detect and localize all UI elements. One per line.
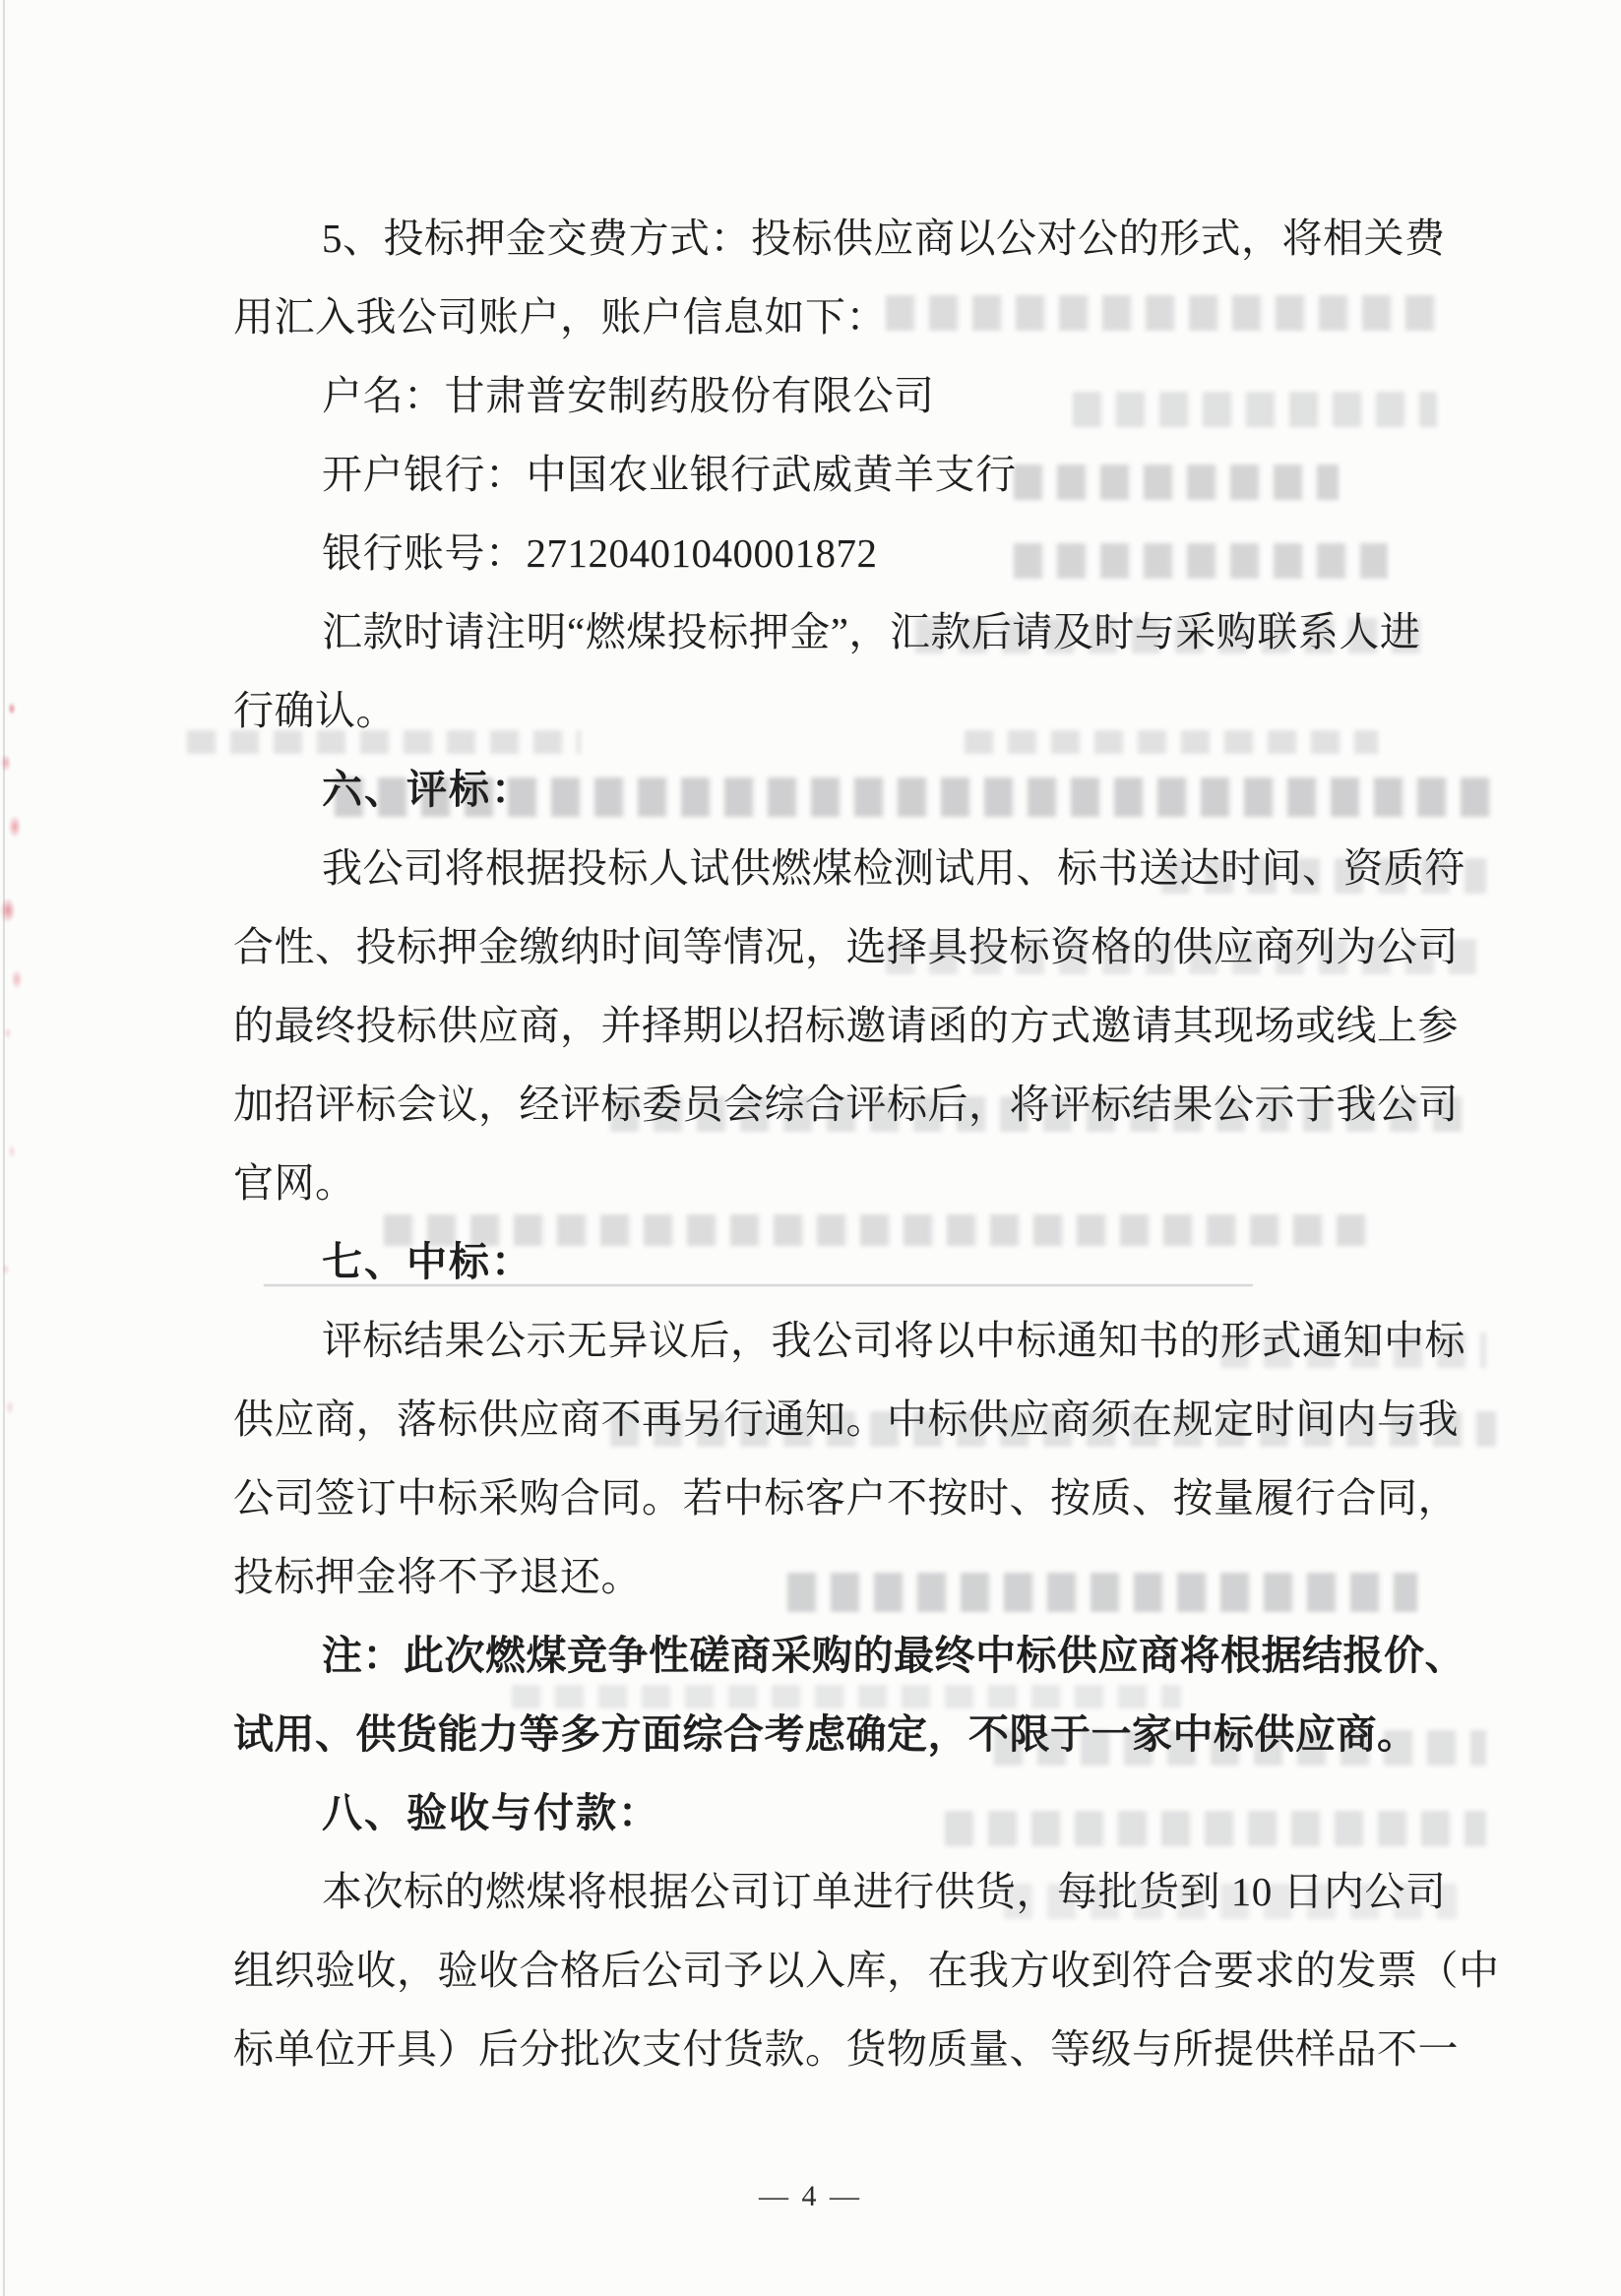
section-7-body-line-3: 公司签订中标采购合同。若中标客户不按时、按质、按量履行合同， bbox=[233, 1475, 1459, 1520]
deposit-method-line-1: 5、投标押金交费方式：投标供应商以公对公的形式，将相关费 bbox=[322, 216, 1446, 261]
bank-branch-line: 开户银行：中国农业银行武威黄羊支行 bbox=[322, 452, 1017, 497]
red-stamp-bleed bbox=[0, 679, 30, 1004]
page-number: — 4 — bbox=[759, 2180, 862, 2212]
section-8-heading: 八、验收与付款： bbox=[322, 1790, 660, 1835]
section-7-note-line-1: 注：此次燃煤竞争性磋商采购的最终中标供应商将根据结报价、 bbox=[322, 1633, 1465, 1678]
section-7-body-line-4: 投标押金将不予退还。 bbox=[233, 1554, 642, 1599]
section-6-body-line-5: 官网。 bbox=[233, 1160, 356, 1206]
section-8-body-line-3: 标单位开具）后分批次支付货款。货物质量、等级与所提供样品不一 bbox=[233, 2026, 1459, 2072]
section-8-body-line-1: 本次标的燃煤将根据公司订单进行供货，每批货到 10 日内公司 bbox=[322, 1869, 1447, 1914]
section-6-heading: 六、评标： bbox=[322, 767, 533, 812]
section-7-note-line-2: 试用、供货能力等多方面综合考虑确定，不限于一家中标供应商。 bbox=[233, 1711, 1418, 1757]
deposit-method-line-2: 用汇入我公司账户，账户信息如下： bbox=[233, 294, 887, 340]
bank-account-line: 银行账号：27120401040001872 bbox=[322, 530, 878, 576]
section-6-body-line-3: 的最终投标供应商，并择期以招标邀请函的方式邀请其现场或线上参 bbox=[233, 1003, 1459, 1048]
section-7-body-line-2: 供应商，落标供应商不再另行通知。中标供应商须在规定时间内与我 bbox=[233, 1396, 1459, 1442]
document-body bbox=[233, 199, 1500, 2088]
remit-note-line-1: 汇款时请注明“燃煤投标押金”，汇款后请及时与采购联系人进 bbox=[322, 609, 1421, 654]
section-8-body-line-2: 组织验收，验收合格后公司予以入库，在我方收到符合要求的发票（中 bbox=[233, 1948, 1500, 1993]
section-6-body-line-2: 合性、投标押金缴纳时间等情况，选择具投标资格的供应商列为公司 bbox=[233, 924, 1459, 969]
account-name-line: 户名：甘肃普安制药股份有限公司 bbox=[322, 373, 935, 418]
remit-note-line-2: 行确认。 bbox=[233, 688, 397, 733]
section-6-body-line-1: 我公司将根据投标人试供燃煤检测试用、标书送达时间、资质符 bbox=[322, 845, 1465, 891]
section-6-body-line-4: 加招评标会议，经评标委员会综合评标后，将评标结果公示于我公司 bbox=[233, 1082, 1459, 1127]
section-7-heading: 七、中标： bbox=[322, 1239, 533, 1284]
red-stamp-bleed bbox=[0, 1014, 22, 1437]
section-7-body-line-1: 评标结果公示无异议后，我公司将以中标通知书的形式通知中标 bbox=[322, 1318, 1465, 1363]
